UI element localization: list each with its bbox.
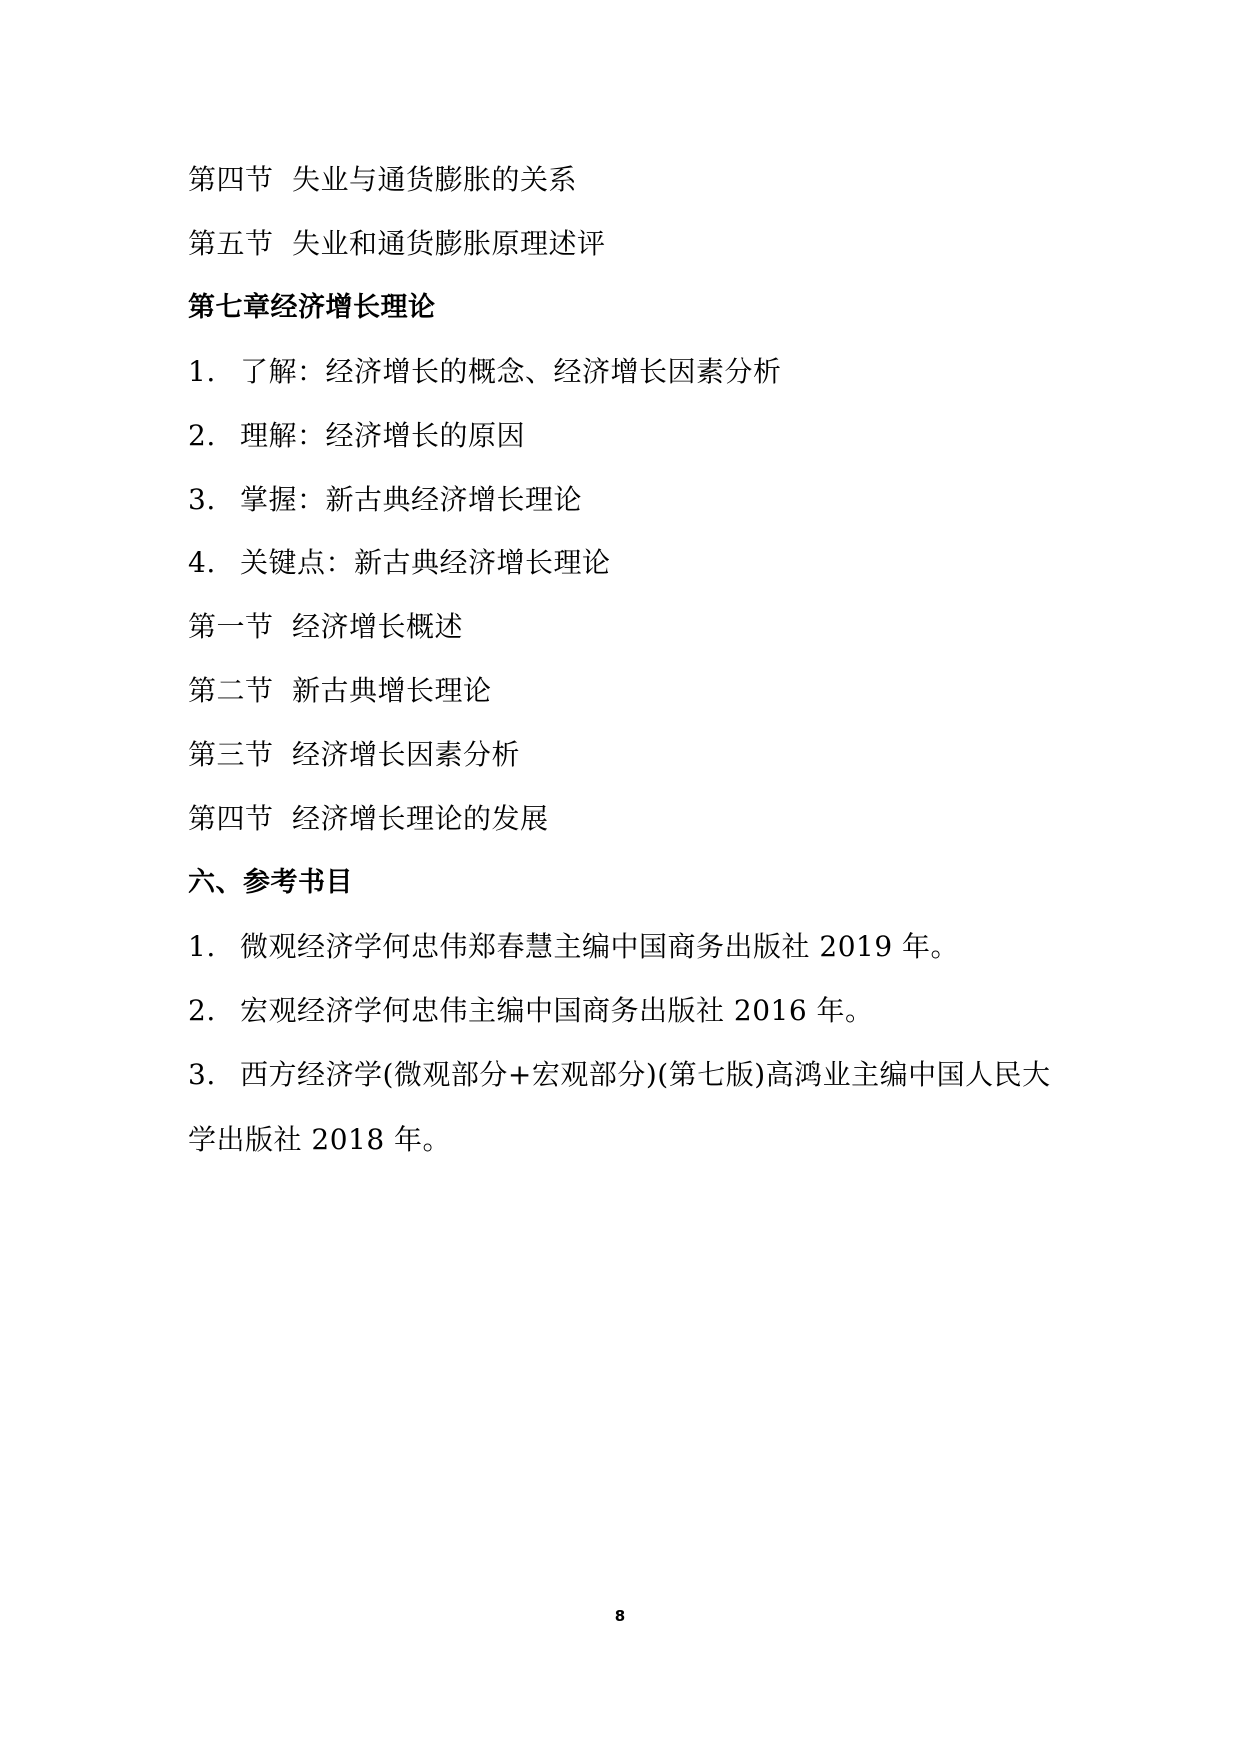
item-number: 1.	[188, 355, 216, 388]
item-number: 4.	[188, 546, 216, 579]
requirement-item	[188, 480, 582, 520]
section-number: 第一节	[188, 610, 274, 643]
section-line	[188, 799, 549, 839]
item-text: 掌握：新古典经济增长理论	[240, 483, 583, 516]
section-number: 第四节	[188, 802, 274, 835]
references-heading: 六、参考书目	[188, 867, 353, 898]
item-number: 2.	[188, 419, 216, 452]
section-line	[188, 735, 520, 775]
section-title: 新古典增长理论	[292, 674, 492, 707]
section-line	[188, 160, 577, 200]
item-text: 了解：经济增长的概念、经济增长因素分析	[240, 355, 782, 388]
item-number: 2.	[188, 994, 216, 1027]
section-line	[188, 607, 463, 647]
item-number: 3.	[188, 483, 216, 516]
reference-item	[188, 991, 874, 1031]
section-number: 第二节	[188, 674, 274, 707]
item-number: 1.	[188, 930, 216, 963]
section-title: 经济增长因素分析	[292, 738, 521, 771]
section-title: 经济增长理论的发展	[292, 802, 549, 835]
section-number: 第五节	[188, 227, 274, 260]
section-line	[188, 671, 492, 711]
item-number: 3.	[188, 1058, 216, 1091]
item-text: 宏观经济学何忠伟主编中国商务出版社 2016 年。	[240, 994, 874, 1027]
section-title: 失业与通货膨胀的关系	[292, 163, 578, 196]
section-number: 第三节	[188, 738, 274, 771]
reference-item	[188, 927, 959, 967]
item-text: 西方经济学(微观部分+宏观部分)(第七版)高鸿业主编中国人民大学出版社 2018 年。	[188, 1058, 1051, 1156]
item-text: 关键点：新古典经济增长理论	[240, 546, 611, 579]
section-title: 失业和通货膨胀原理述评	[292, 227, 606, 260]
requirement-item	[188, 416, 525, 456]
section-line	[188, 224, 606, 264]
requirement-item	[188, 352, 782, 392]
chapter-heading: 第七章经济增长理论	[188, 292, 436, 323]
reference-item	[188, 1042, 1068, 1172]
item-text: 微观经济学何忠伟郑春慧主编中国商务出版社 2019 年。	[240, 930, 960, 963]
section-title: 经济增长概述	[292, 610, 464, 643]
page-number: 8	[614, 1607, 626, 1625]
section-number: 第四节	[188, 163, 274, 196]
requirement-item	[188, 543, 611, 583]
item-text: 理解：经济增长的原因	[240, 419, 526, 452]
